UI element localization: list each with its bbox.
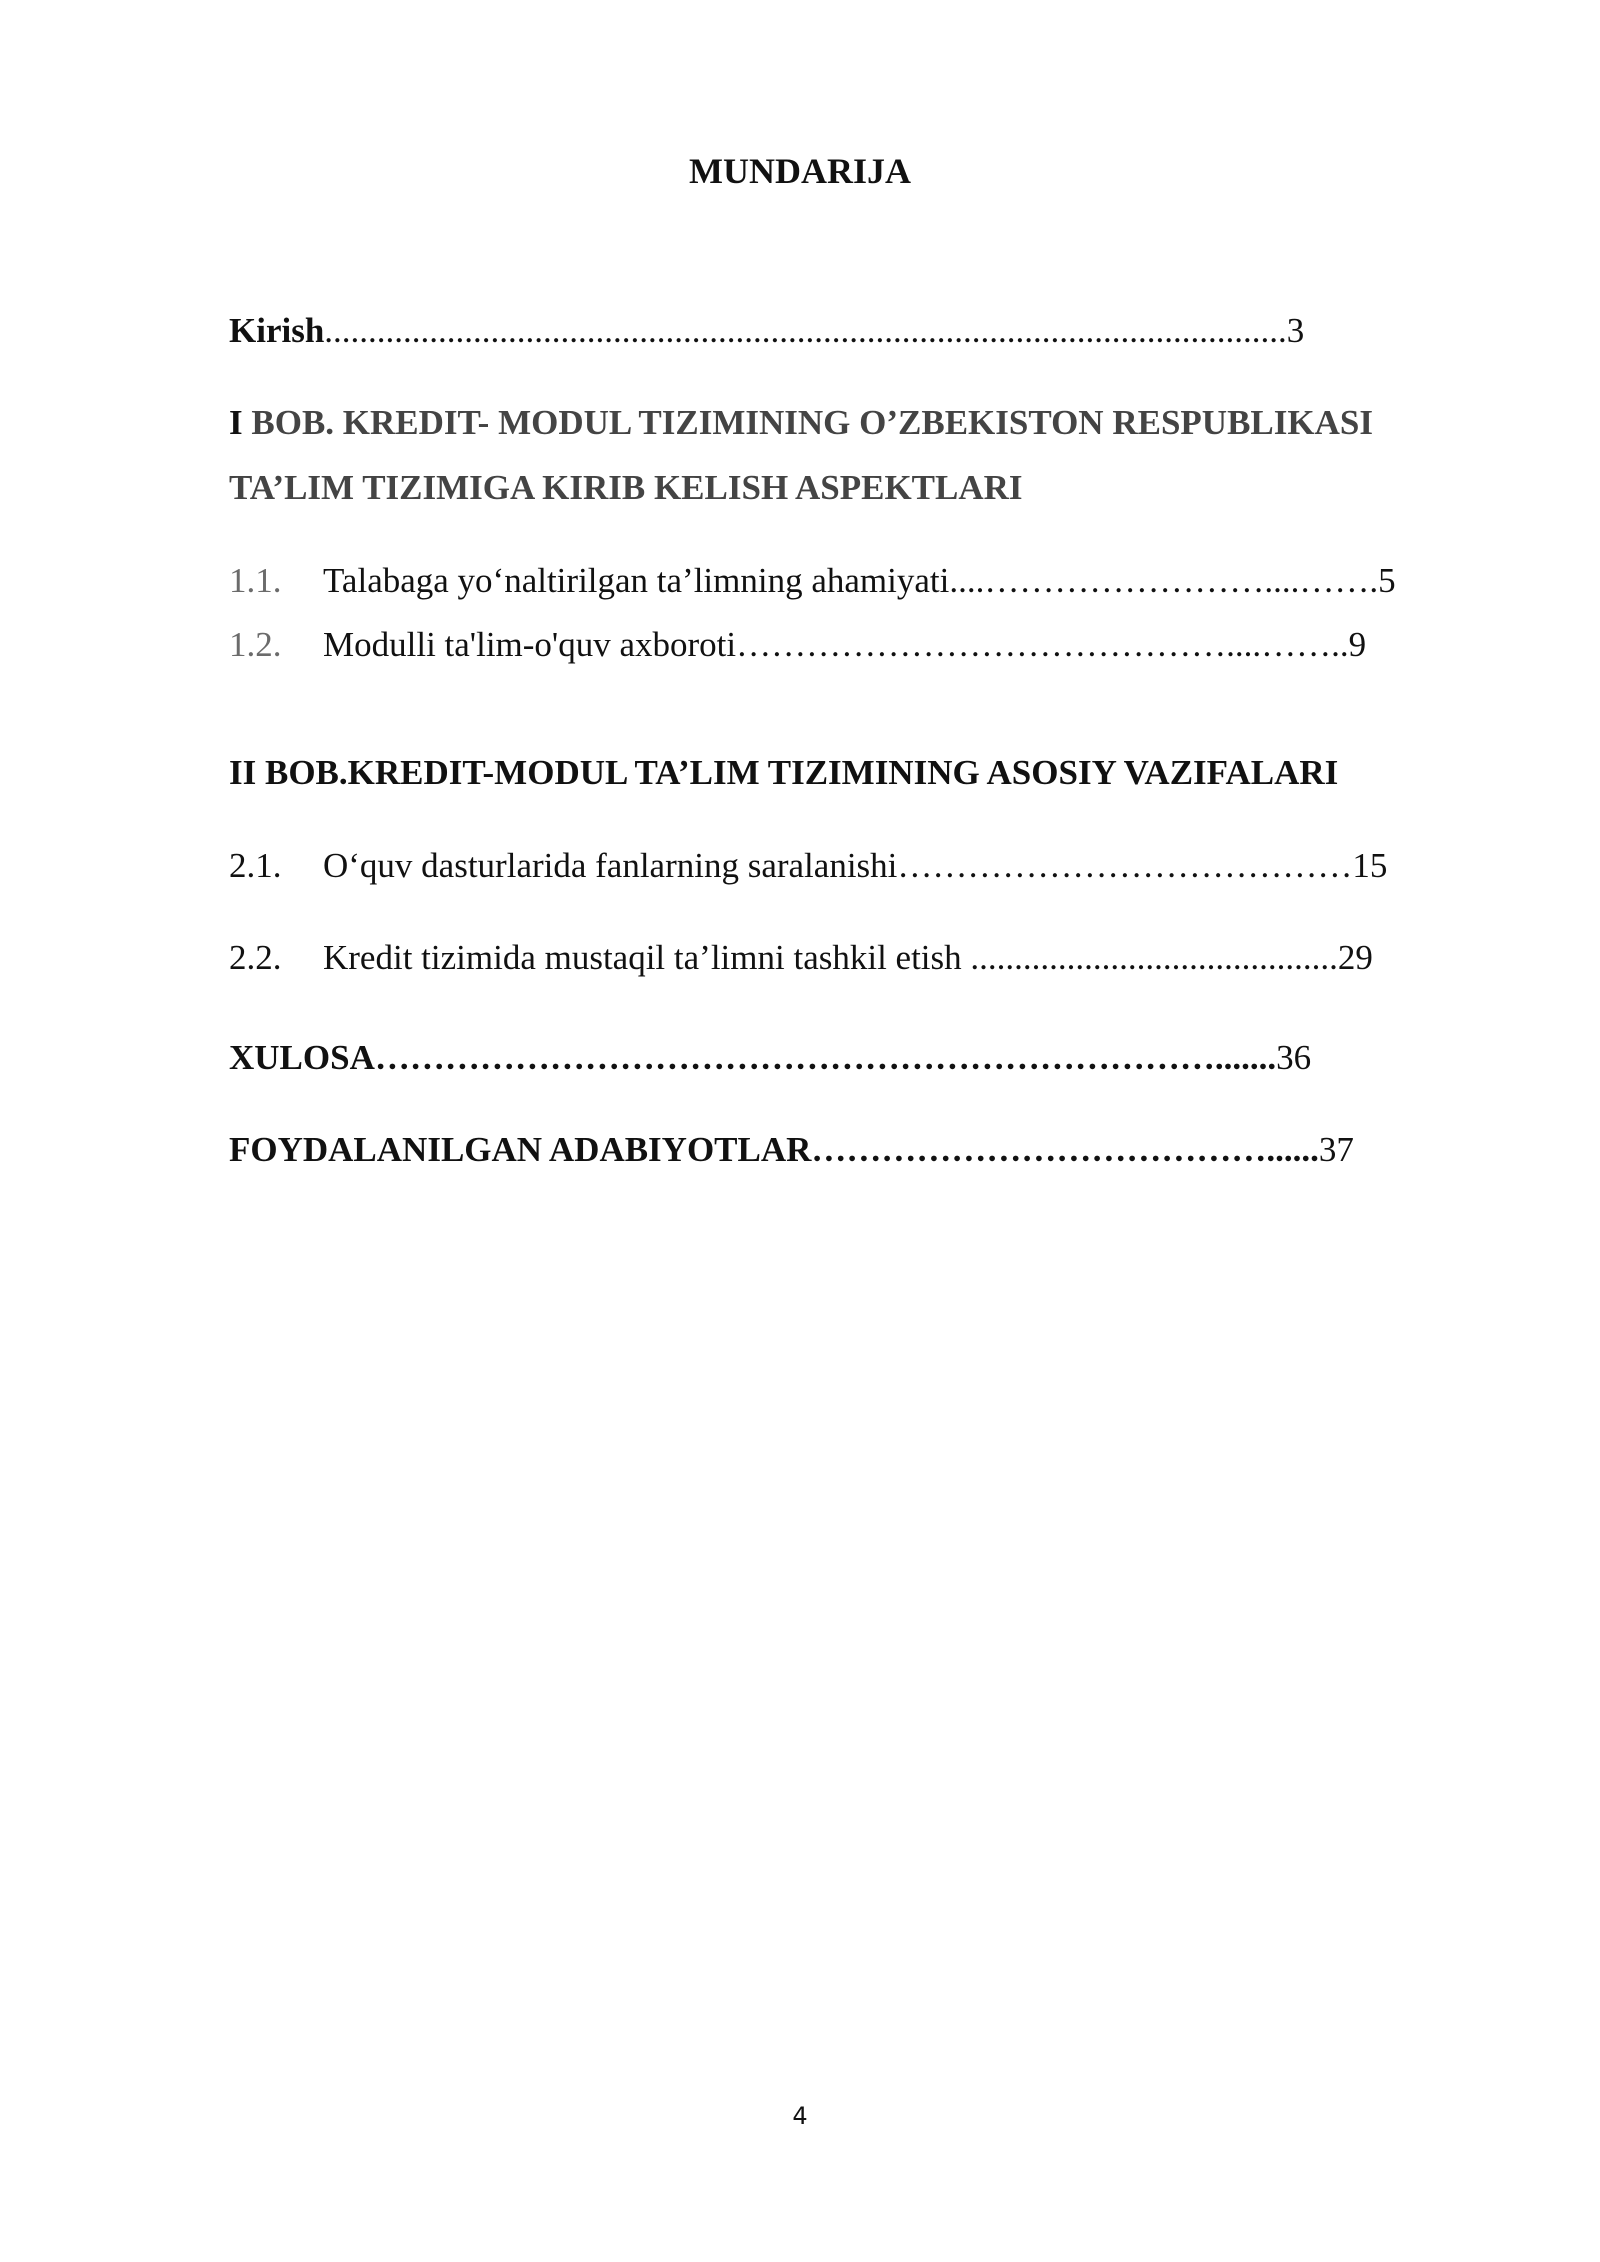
toc-entry-1-1 (229, 559, 1396, 603)
toc-entry-title: Modulli ta'lim-o'quv axboroti (323, 625, 737, 664)
toc-leader-dots: ………………………………………………………………....... (374, 1038, 1277, 1077)
toc-page-number: 29 (1337, 938, 1373, 977)
toc-page-number: 37 (1318, 1130, 1354, 1169)
toc-leader-dots: .............................................................................................................. (324, 311, 1287, 350)
chapter-title-part: BOB. KREDIT- MODUL TIZIMINING O’ZBEKISTON RESPUBLIKASI (242, 403, 1373, 442)
section-number: 1.1. (229, 561, 282, 600)
page-number: 4 (792, 2102, 808, 2130)
toc-entry-title: Kredit tizimida mustaqil ta’limni tashkil etish (323, 938, 971, 977)
toc-leader-dots: ………………………………… (897, 846, 1353, 885)
toc-page-number: 9 (1348, 625, 1367, 664)
toc-leader-dots: ……………………………………....…….. (736, 625, 1349, 664)
toc-entry-kirish (229, 309, 1304, 353)
page-title: MUNDARIJA (689, 151, 911, 191)
chapter-numeral: I (229, 403, 243, 442)
toc-entry-title: XULOSA (229, 1038, 375, 1077)
toc-entry-xulosa (229, 1036, 1311, 1080)
toc-leader-dots: .......................................... (970, 938, 1338, 977)
toc-chapter-2: II BOB.KREDIT-MODUL TA’LIM TIZIMINING ASOSIY VAZIFALARI (229, 753, 1339, 792)
section-number: 2.2. (229, 938, 282, 977)
section-number: 1.2. (229, 625, 282, 664)
toc-entry-title: O‘quv dasturlarida fanlarning saralanishi (323, 846, 898, 885)
section-number: 2.1. (229, 846, 282, 885)
toc-entry-1-2 (229, 623, 1366, 667)
toc-page-number: 3 (1286, 311, 1305, 350)
toc-leader-dots: ....……………………....……. (949, 561, 1379, 600)
toc-leader-dots: …………………………………...... (811, 1130, 1319, 1169)
toc-page-number: 36 (1276, 1038, 1312, 1077)
toc-entry-title: FOYDALANILGAN ADABIYOTLAR (229, 1130, 812, 1169)
toc-entry-title: Talabaga yo‘naltirilgan ta’limning ahamiyati (323, 561, 950, 600)
toc-entry-adabiyotlar (229, 1128, 1354, 1172)
toc-page-number: 15 (1352, 846, 1388, 885)
toc-page-number: 5 (1378, 561, 1396, 600)
toc-entry-title: Kirish (229, 311, 325, 350)
toc-entry-2-1 (229, 844, 1387, 888)
toc-chapter-1-line-2: TA’LIM TIZIMIGA KIRIB KELISH ASPEKTLARI (229, 468, 1023, 507)
toc-chapter-1-line-1 (229, 401, 1373, 445)
toc-entry-2-2 (229, 936, 1373, 980)
